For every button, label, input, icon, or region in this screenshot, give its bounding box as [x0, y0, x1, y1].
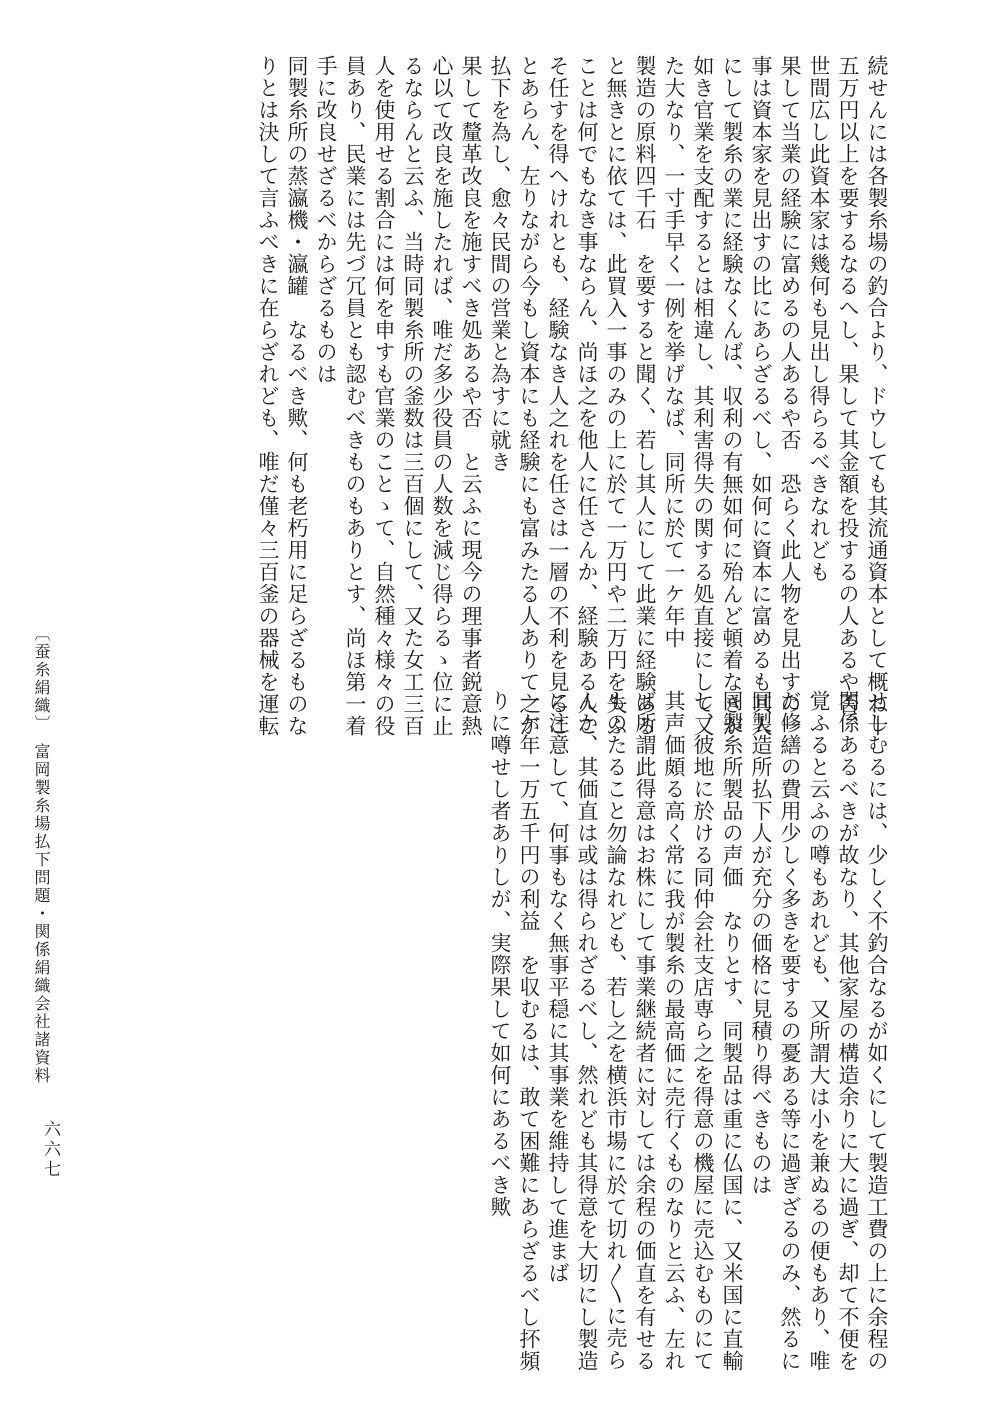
text-column: せしむるには、少しく不釣合なるが如くにして製造工費の上に余程の — [865, 690, 889, 1372]
text-column: 同製糸所製品の声価 なりとす、同製品は重に仏国に、又米国に直輸 — [720, 690, 744, 1372]
text-column: ば所謂此得意はお株にして事業継続者に対しては余程の価直を有せる — [633, 690, 657, 1372]
text-column: るならんと云ふ、当時同製糸所の釜数は三百個にして、又た女工三百 — [401, 55, 425, 737]
text-column: 製造の原料四千石 を要すると聞く、若し其人にして此業に経験ある — [633, 55, 657, 737]
text-column: 同製造所払下人が充分の価格に見積り得べきものは — [749, 690, 773, 1196]
footer-label: 〔蚕糸絹織〕 富岡製糸場払下問題・関係絹織会社諸資料 — [32, 625, 51, 1085]
text-column: に注意して、何事もなく無事平穏に其事業を維持して進まば — [546, 690, 570, 1284]
text-column: にして製糸の業に経験なくんば、収利の有無如何に殆んど頓着なきが — [720, 55, 744, 737]
text-column: ものたること勿論なれども、若し之を横浜市場に於て切れ〳〵に売ら — [604, 690, 628, 1371]
page-number: 六六七 — [40, 1120, 60, 1180]
text-column: 払下を為し、愈々民間の営業と為すに就き — [488, 55, 512, 473]
text-column: 人を使用せる割合には何を申すも官業のことゝて、自然種々様々の役 — [372, 55, 396, 737]
text-column: 世間広し此資本家は幾何も見出し得らるべきなれども — [807, 55, 831, 583]
text-column: 覚ふると云ふの噂もあれども、又所謂大は小を兼ぬるの便もあり、唯 — [807, 690, 831, 1372]
text-column: 果して釐革改良を施すべき処あるや否 と云ふに現今の理事者鋭意熱 — [459, 55, 483, 737]
lower-text-block — [485, 690, 891, 1372]
text-column: と無きとに依ては、此買入一事のみの上に於て一万円や二万円を失ふ — [604, 55, 628, 737]
upper-text-block — [253, 55, 891, 737]
text-column: そ任すを得へけれとも、経験なき人之れを任さは一層の不利を見るこ — [546, 55, 570, 737]
text-column: 其声価頗る高く常に我が製糸の最高価に売行くものなりと云ふ、左れ — [662, 690, 686, 1372]
text-column: 手に改良せざるべからざるものは — [314, 55, 338, 385]
text-column: 如き官業を支配するとは相違し、其利害得失の関する処直接にして又 — [691, 55, 715, 737]
text-column: 心以て改良を施したれば、唯だ多少役員の人数を減じ得らるゝ位に止 — [430, 55, 454, 737]
text-column: し、彼地に於ける同仲会社支店専ら之を得意の機屋に売込むものにて — [691, 690, 715, 1372]
text-column: 員あり、民業には先づ冗員とも認むべきものもありとす、尚ほ第一着 — [343, 55, 367, 737]
text-column: 事は資本家を見出すの比にあらざるべし、如何に資本に富めるも其人 — [749, 55, 773, 737]
text-column: とあらん、左りながら今もし資本にも経験にも富みたる人ありて之が — [517, 55, 541, 737]
text-column: た大なり、一寸手早く一例を挙げなば、同所に於て一ケ年中 — [662, 55, 686, 649]
text-column: 同製糸所の蒸瀛機・瀛罐 なるべき歟、何も老朽用に足らざるものな — [285, 55, 309, 737]
text-column: んか、其価直は或は得られざるべし、然れども其得意を大切にし製造 — [575, 690, 599, 1372]
text-column: 一ケ年一万五千円の利益 を収むるは、敢て困難にあらざるべし抔頻 — [517, 690, 541, 1372]
text-column: 果して当業の経験に富めるの人あるや否 恐らく此人物を見出すの一 — [778, 55, 802, 737]
text-column: ことは何でもなき事ならん、尚ほ之を他人に任さんか、経験ある人こ — [575, 55, 599, 737]
text-column: りとは決して言ふべきに在らざれども、唯だ僅々三百釜の器械を運転 — [256, 55, 280, 737]
text-column: りに噂せし者ありしが、実際果して如何にあるべき歟 — [488, 690, 512, 1218]
text-column: 五万円以上を要するなるへし、果して其金額を投するの人あるや否、 — [836, 55, 860, 737]
text-column: 続せんには各製糸場の釣合より、ドウしても其流通資本として概ね十 — [865, 55, 889, 737]
text-column: 関係あるべきが故なり、其他家屋の構造余りに大に過ぎ、却て不便を — [836, 690, 860, 1372]
text-column: だ修繕の費用少しく多きを要するの憂ある等に過ぎざるのみ、然るに — [778, 690, 802, 1372]
